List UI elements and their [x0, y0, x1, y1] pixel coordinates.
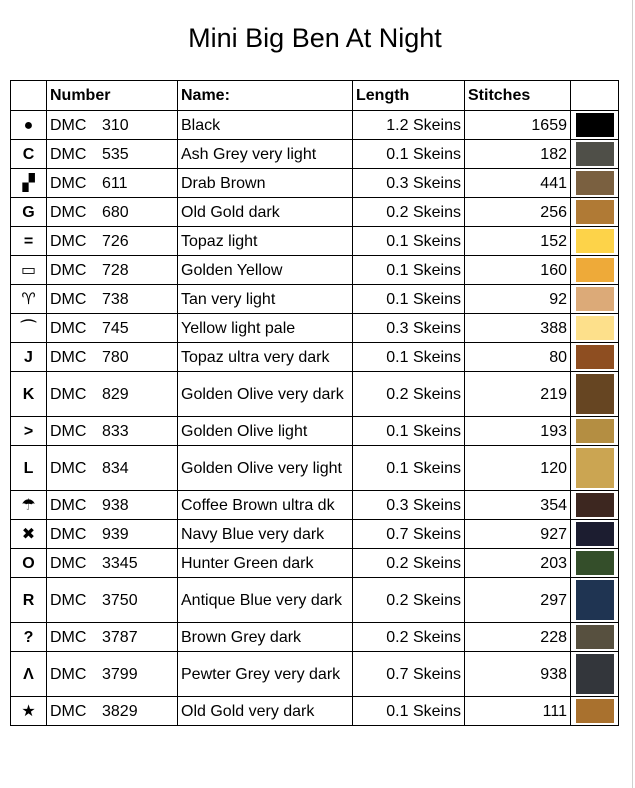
thread-code: 611	[102, 174, 128, 192]
thread-length: 0.2 Skeins	[353, 372, 465, 417]
table-row	[11, 520, 619, 549]
color-swatch	[576, 522, 614, 546]
color-swatch-cell	[571, 652, 619, 697]
letter-g-icon: G	[11, 198, 47, 227]
thread-code: 728	[102, 261, 129, 279]
cross-icon: ✖	[11, 520, 47, 549]
color-swatch-cell	[571, 343, 619, 372]
rectangle-icon: ▭	[11, 256, 47, 285]
thread-number	[47, 623, 178, 652]
thread-code: 726	[102, 232, 129, 250]
color-swatch-cell	[571, 169, 619, 198]
table-row	[11, 697, 619, 726]
stitch-count: 938	[465, 652, 571, 697]
thread-length: 0.3 Skeins	[353, 169, 465, 198]
color-swatch	[576, 258, 614, 282]
color-swatch	[576, 493, 614, 517]
color-swatch	[576, 419, 614, 443]
thread-brand: DMC	[50, 116, 87, 134]
thread-brand: DMC	[50, 203, 87, 221]
table-row	[11, 652, 619, 697]
table-row	[11, 314, 619, 343]
table-row	[11, 343, 619, 372]
stitch-count: 441	[465, 169, 571, 198]
color-swatch-cell	[571, 491, 619, 520]
stitch-count: 228	[465, 623, 571, 652]
thread-number	[47, 549, 178, 578]
thread-length: 0.3 Skeins	[353, 314, 465, 343]
stitch-count: 203	[465, 549, 571, 578]
thread-name: Coffee Brown ultra dk	[178, 491, 353, 520]
thread-name: Brown Grey dark	[178, 623, 353, 652]
letter-j-icon: J	[11, 343, 47, 372]
thread-code: 310	[102, 116, 129, 134]
stitch-count: 388	[465, 314, 571, 343]
stitch-count: 92	[465, 285, 571, 314]
thread-name: Pewter Grey very dark	[178, 652, 353, 697]
thread-number	[47, 256, 178, 285]
thread-name: Tan very light	[178, 285, 353, 314]
thread-brand: DMC	[50, 319, 87, 337]
thread-name: Drab Brown	[178, 169, 353, 198]
stitch-count: 120	[465, 446, 571, 491]
letter-r-icon: R	[11, 578, 47, 623]
stitch-count: 297	[465, 578, 571, 623]
table-row	[11, 491, 619, 520]
stitch-count: 182	[465, 140, 571, 169]
thread-name: Ash Grey very light	[178, 140, 353, 169]
stitch-count: 256	[465, 198, 571, 227]
thread-length: 0.1 Skeins	[353, 140, 465, 169]
thread-brand: DMC	[50, 591, 87, 609]
thread-number	[47, 140, 178, 169]
table-row	[11, 549, 619, 578]
thread-length: 0.2 Skeins	[353, 623, 465, 652]
thread-name: Golden Olive very light	[178, 446, 353, 491]
header-color	[571, 81, 619, 111]
thread-name: Golden Olive light	[178, 417, 353, 446]
table-row	[11, 417, 619, 446]
letter-l-icon: L	[11, 446, 47, 491]
thread-code: 3345	[102, 554, 138, 572]
table-header-row	[11, 81, 619, 111]
question-mark-icon: ?	[11, 623, 47, 652]
table-row	[11, 256, 619, 285]
color-swatch-cell	[571, 578, 619, 623]
thread-name: Black	[178, 111, 353, 140]
color-swatch-cell	[571, 520, 619, 549]
thread-brand: DMC	[50, 232, 87, 250]
color-swatch	[576, 654, 614, 694]
page-edge-line	[632, 0, 633, 788]
stitch-count: 219	[465, 372, 571, 417]
color-swatch	[576, 699, 614, 723]
stitch-count: 111	[465, 697, 571, 726]
thread-length: 0.3 Skeins	[353, 491, 465, 520]
thread-name: Yellow light pale	[178, 314, 353, 343]
thread-length: 0.7 Skeins	[353, 520, 465, 549]
color-swatch	[576, 113, 614, 137]
header-symbol	[11, 81, 47, 111]
lambda-icon: Λ	[11, 652, 47, 697]
thread-length: 0.2 Skeins	[353, 578, 465, 623]
thread-name: Antique Blue very dark	[178, 578, 353, 623]
thread-length: 0.2 Skeins	[353, 198, 465, 227]
thread-number	[47, 578, 178, 623]
thread-code: 939	[102, 525, 129, 543]
thread-brand: DMC	[50, 525, 87, 543]
thread-code: 938	[102, 496, 129, 514]
color-swatch	[576, 345, 614, 369]
greater-than-icon: >	[11, 417, 47, 446]
color-swatch	[576, 625, 614, 649]
thread-name: Golden Yellow	[178, 256, 353, 285]
thread-code: 3799	[102, 665, 138, 683]
header-length: Length	[353, 81, 465, 111]
thread-code: 3750	[102, 591, 138, 609]
thread-code: 833	[102, 422, 129, 440]
thread-number	[47, 417, 178, 446]
table-row	[11, 372, 619, 417]
thread-length: 0.1 Skeins	[353, 285, 465, 314]
stitch-count: 80	[465, 343, 571, 372]
color-swatch	[576, 171, 614, 195]
letter-o-icon: O	[11, 549, 47, 578]
color-swatch	[576, 374, 614, 414]
thread-length: 0.1 Skeins	[353, 697, 465, 726]
thread-number	[47, 227, 178, 256]
stitch-count: 193	[465, 417, 571, 446]
thread-name: Hunter Green dark	[178, 549, 353, 578]
thread-name: Navy Blue very dark	[178, 520, 353, 549]
thread-number	[47, 652, 178, 697]
thread-brand: DMC	[50, 459, 87, 477]
thread-length: 0.2 Skeins	[353, 549, 465, 578]
thread-brand: DMC	[50, 554, 87, 572]
thread-name: Old Gold very dark	[178, 697, 353, 726]
thread-code: 680	[102, 203, 129, 221]
color-swatch	[576, 229, 614, 253]
thread-legend-table	[10, 80, 619, 726]
thread-name: Topaz light	[178, 227, 353, 256]
color-swatch	[576, 580, 614, 620]
table-row	[11, 169, 619, 198]
table-row	[11, 446, 619, 491]
thread-number	[47, 697, 178, 726]
color-swatch-cell	[571, 417, 619, 446]
thread-brand: DMC	[50, 422, 87, 440]
thread-code: 829	[102, 385, 129, 403]
star-icon: ★	[11, 697, 47, 726]
thread-length: 0.1 Skeins	[353, 417, 465, 446]
color-swatch	[576, 551, 614, 575]
thread-number	[47, 111, 178, 140]
color-swatch-cell	[571, 623, 619, 652]
color-swatch-cell	[571, 140, 619, 169]
color-swatch	[576, 142, 614, 166]
thread-brand: DMC	[50, 702, 87, 720]
color-swatch-cell	[571, 549, 619, 578]
thread-length: 0.1 Skeins	[353, 227, 465, 256]
thread-name: Old Gold dark	[178, 198, 353, 227]
thread-brand: DMC	[50, 145, 87, 163]
color-swatch-cell	[571, 372, 619, 417]
thread-brand: DMC	[50, 665, 87, 683]
thread-code: 780	[102, 348, 129, 366]
thread-code: 834	[102, 459, 129, 477]
table-row	[11, 198, 619, 227]
thread-length: 0.1 Skeins	[353, 256, 465, 285]
aries-icon: ♈	[11, 285, 47, 314]
thread-brand: DMC	[50, 628, 87, 646]
thread-length: 0.1 Skeins	[353, 446, 465, 491]
thread-code: 535	[102, 145, 129, 163]
thread-name: Golden Olive very dark	[178, 372, 353, 417]
arc-dot-icon: ⌒	[11, 314, 47, 343]
thread-length: 0.7 Skeins	[353, 652, 465, 697]
table-row	[11, 578, 619, 623]
color-swatch	[576, 448, 614, 488]
color-swatch-cell	[571, 227, 619, 256]
header-stitches: Stitches	[465, 81, 571, 111]
equals-icon: =	[11, 227, 47, 256]
thread-name: Topaz ultra very dark	[178, 343, 353, 372]
thread-code: 3829	[102, 702, 138, 720]
color-swatch-cell	[571, 111, 619, 140]
thread-brand: DMC	[50, 348, 87, 366]
table-row	[11, 111, 619, 140]
color-swatch	[576, 316, 614, 340]
color-swatch-cell	[571, 446, 619, 491]
thread-number	[47, 169, 178, 198]
thread-number	[47, 372, 178, 417]
header-number: Number	[47, 81, 178, 111]
thread-number	[47, 446, 178, 491]
header-name: Name:	[178, 81, 353, 111]
umbrella-icon: ☂	[11, 491, 47, 520]
color-swatch-cell	[571, 697, 619, 726]
color-swatch-cell	[571, 314, 619, 343]
thread-brand: DMC	[50, 261, 87, 279]
thread-code: 738	[102, 290, 129, 308]
thread-number	[47, 520, 178, 549]
letter-c-icon: C	[11, 140, 47, 169]
thread-length: 0.1 Skeins	[353, 343, 465, 372]
color-swatch	[576, 200, 614, 224]
thread-number	[47, 491, 178, 520]
thread-brand: DMC	[50, 385, 87, 403]
thread-code: 745	[102, 319, 129, 337]
table-row	[11, 227, 619, 256]
thread-code: 3787	[102, 628, 138, 646]
thread-number	[47, 198, 178, 227]
table-row	[11, 623, 619, 652]
color-swatch-cell	[571, 198, 619, 227]
thread-brand: DMC	[50, 174, 87, 192]
color-swatch-cell	[571, 285, 619, 314]
color-swatch-cell	[571, 256, 619, 285]
stitch-count: 927	[465, 520, 571, 549]
filled-circle-icon: ●	[11, 111, 47, 140]
table-row	[11, 140, 619, 169]
table-row	[11, 285, 619, 314]
thread-brand: DMC	[50, 496, 87, 514]
thread-number	[47, 285, 178, 314]
thread-brand: DMC	[50, 290, 87, 308]
stitch-count: 160	[465, 256, 571, 285]
letter-k-icon: K	[11, 372, 47, 417]
stitch-count: 152	[465, 227, 571, 256]
thread-number	[47, 343, 178, 372]
stitch-count: 1659	[465, 111, 571, 140]
checker-blocks-icon: ▞	[11, 169, 47, 198]
page-title: Mini Big Ben At Night	[188, 23, 442, 53]
thread-number	[47, 314, 178, 343]
thread-length: 1.2 Skeins	[353, 111, 465, 140]
stitch-count: 354	[465, 491, 571, 520]
color-swatch	[576, 287, 614, 311]
